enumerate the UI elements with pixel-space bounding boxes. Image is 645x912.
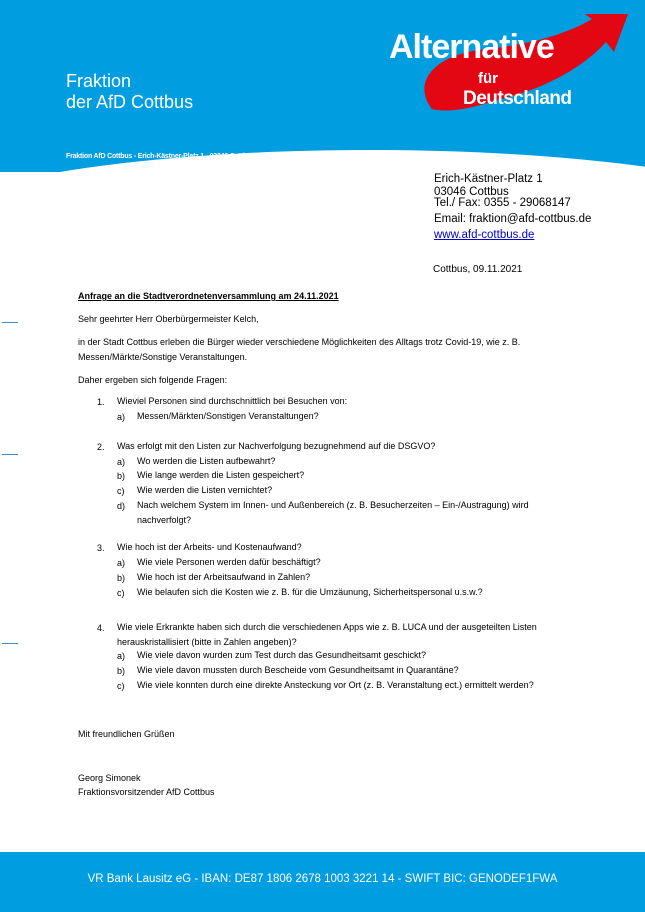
fraktion-line-2: der AfD Cottbus [66, 92, 194, 112]
lead-sentence: Daher ergeben sich folgende Fragen: [78, 375, 228, 385]
fraktion-name [66, 71, 193, 113]
contact-block [434, 172, 591, 242]
letter-date: Cottbus, 09.11.2021 [433, 264, 523, 275]
sub-letter: c) [117, 486, 125, 496]
sub-letter: a) [117, 651, 126, 661]
contact-phone: Tel./ Fax: 0355 - 29068147 [434, 197, 571, 209]
fraktion-line-1: Fraktion [66, 71, 132, 91]
contact-city: 03046 Cottbus [434, 186, 509, 198]
bank-details: VR Bank Lausitz eG - IBAN: DE87 1806 2678 1003 3221 14 - SWIFT BIC: GENODEF1FWA [87, 873, 558, 885]
sub-question: Wie lange werden die Listen gespeichert? [137, 470, 305, 480]
question-number: 4. [97, 623, 105, 633]
closing: Mit freundlichen Grüßen [78, 729, 175, 739]
sub-letter: a) [117, 558, 126, 568]
signer-name: Georg Simonek [78, 773, 141, 783]
question-text: Wie hoch ist der Arbeits- und Kostenaufwand? [117, 542, 302, 552]
question-number: 2. [97, 442, 105, 452]
sub-question: Wie viele konnten durch eine direkte Ansteckung vor Ort (z. B. Veranstaltung ect.) ermittelt werden? [137, 680, 534, 690]
sub-question: Wie viele Personen werden dafür beschäftigt? [137, 557, 321, 567]
sender-address-line: Fraktion AfD Cottbus - Erich-Kästner-Platz 1 - 03046 Cottbus [66, 153, 255, 160]
logo-wordmark: Alternative [389, 28, 554, 66]
subject-line: Anfrage an die Stadtverordnetenversammlung am 24.11.2021 [78, 291, 339, 301]
sub-question: Wie hoch ist der Arbeitsaufwand in Zahlen? [137, 572, 311, 582]
sub-letter: c) [117, 588, 125, 598]
logo-fuer: für [478, 70, 498, 87]
sub-question: Messen/Märkten/Sonstigen Veranstaltungen? [137, 411, 319, 421]
sub-question: Wie viele davon wurden zum Test durch das Gesundheitsamt geschickt? [137, 650, 426, 660]
sub-letter: a) [117, 457, 126, 467]
sub-letter: d) [117, 501, 126, 511]
sub-letter: b) [117, 666, 126, 676]
sub-letter: b) [117, 471, 126, 481]
logo-deutschland: Deutschland [463, 88, 572, 109]
fold-mark [2, 643, 18, 644]
question-number: 3. [97, 543, 105, 553]
question-text: Wie viele Erkrankte haben sich durch die verschiedenen Apps wie z. B. LUCA und der ausgeteilten Listen herauskristallisiert (bitte in Zahlen angeben)? [117, 622, 537, 647]
sub-question: Nach welchem System im Innen- und Außenbereich (z. B. Besucherzeiten – Ein-/Austragung) wird nachverfolgt? [137, 500, 529, 525]
fold-mark [2, 454, 18, 455]
contact-email: Email: fraktion@afd-cottbus.de [434, 213, 592, 225]
sub-letter: a) [117, 412, 126, 422]
website-link[interactable]: www.afd-cottbus.de [434, 229, 535, 241]
question-text: Was erfolgt mit den Listen zur Nachverfolgung bezugnehmend auf die DSGVO? [117, 441, 436, 451]
signer-title: Fraktionsvorsitzender AfD Cottbus [78, 787, 215, 797]
sub-question: Wo werden die Listen aufbewahrt? [137, 456, 276, 466]
sub-question: Wie viele davon mussten durch Bescheide vom Gesundheitsamt in Quarantäne? [137, 665, 459, 675]
sub-letter: c) [117, 681, 125, 691]
question-text: Wieviel Personen sind durchschnittlich bei Besuchen von: [117, 396, 348, 406]
fold-mark [2, 322, 18, 323]
sub-question: Wie werden die Listen vernichtet? [137, 485, 273, 495]
sub-question: Wie belaufen sich die Kosten wie z. B. für die Umzäunung, Sicherheitspersonal u.s.w.? [137, 587, 483, 597]
intro-paragraph: in der Stadt Cottbus erleben die Bürger wieder verschiedene Möglichkeiten des Alltags trotz Covid-19, wie z. B. Messen/Märkte/Sonstige Veranstaltungen. [78, 337, 521, 362]
contact-street: Erich-Kästner-Platz 1 [434, 173, 543, 185]
question-number: 1. [97, 397, 105, 407]
salutation: Sehr geehrter Herr Oberbürgermeister Kelch, [78, 314, 259, 324]
sub-letter: b) [117, 573, 126, 583]
